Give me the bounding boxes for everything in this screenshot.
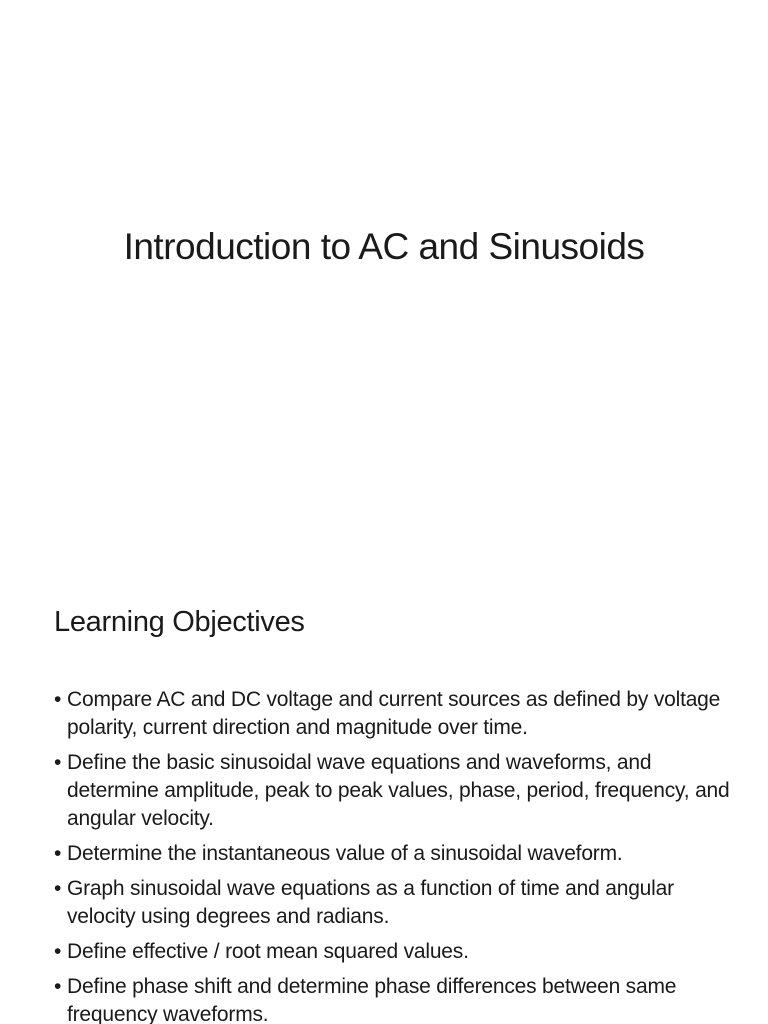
- bullet-icon: •: [54, 940, 62, 963]
- objective-text: Determine the instantaneous value of a sinusoidal waveform.: [67, 842, 623, 865]
- objective-item: [54, 749, 744, 833]
- objectives-heading: Learning Objectives: [54, 606, 305, 638]
- bullet-icon: •: [54, 842, 62, 865]
- objective-item: [54, 973, 744, 1024]
- slide-title: Introduction to AC and Sinusoids: [123, 226, 645, 267]
- objective-text: Define phase shift and determine phase differences between same frequency waveforms.: [67, 975, 677, 1024]
- bullet-icon: •: [54, 877, 62, 900]
- objective-item: [54, 938, 744, 966]
- bullet-icon: •: [54, 975, 62, 998]
- objective-text: Define effective / root mean squared values.: [67, 940, 469, 963]
- objective-text: Graph sinusoidal wave equations as a function of time and angular velocity using degrees and radians.: [67, 877, 674, 928]
- objectives-slide: [0, 576, 768, 1024]
- objective-text: Compare AC and DC voltage and current sources as defined by voltage polarity, current direction and magnitude over time.: [67, 688, 721, 739]
- objective-item: [54, 840, 744, 868]
- objective-item: [54, 686, 744, 742]
- objective-item: [54, 875, 744, 931]
- bullet-icon: •: [54, 751, 62, 774]
- objectives-list: [54, 686, 744, 1024]
- objective-text: Define the basic sinusoidal wave equations and waveforms, and determine amplitude, peak to peak values, phase, period, frequency, and angular velocity.: [67, 751, 730, 830]
- bullet-icon: •: [54, 688, 62, 711]
